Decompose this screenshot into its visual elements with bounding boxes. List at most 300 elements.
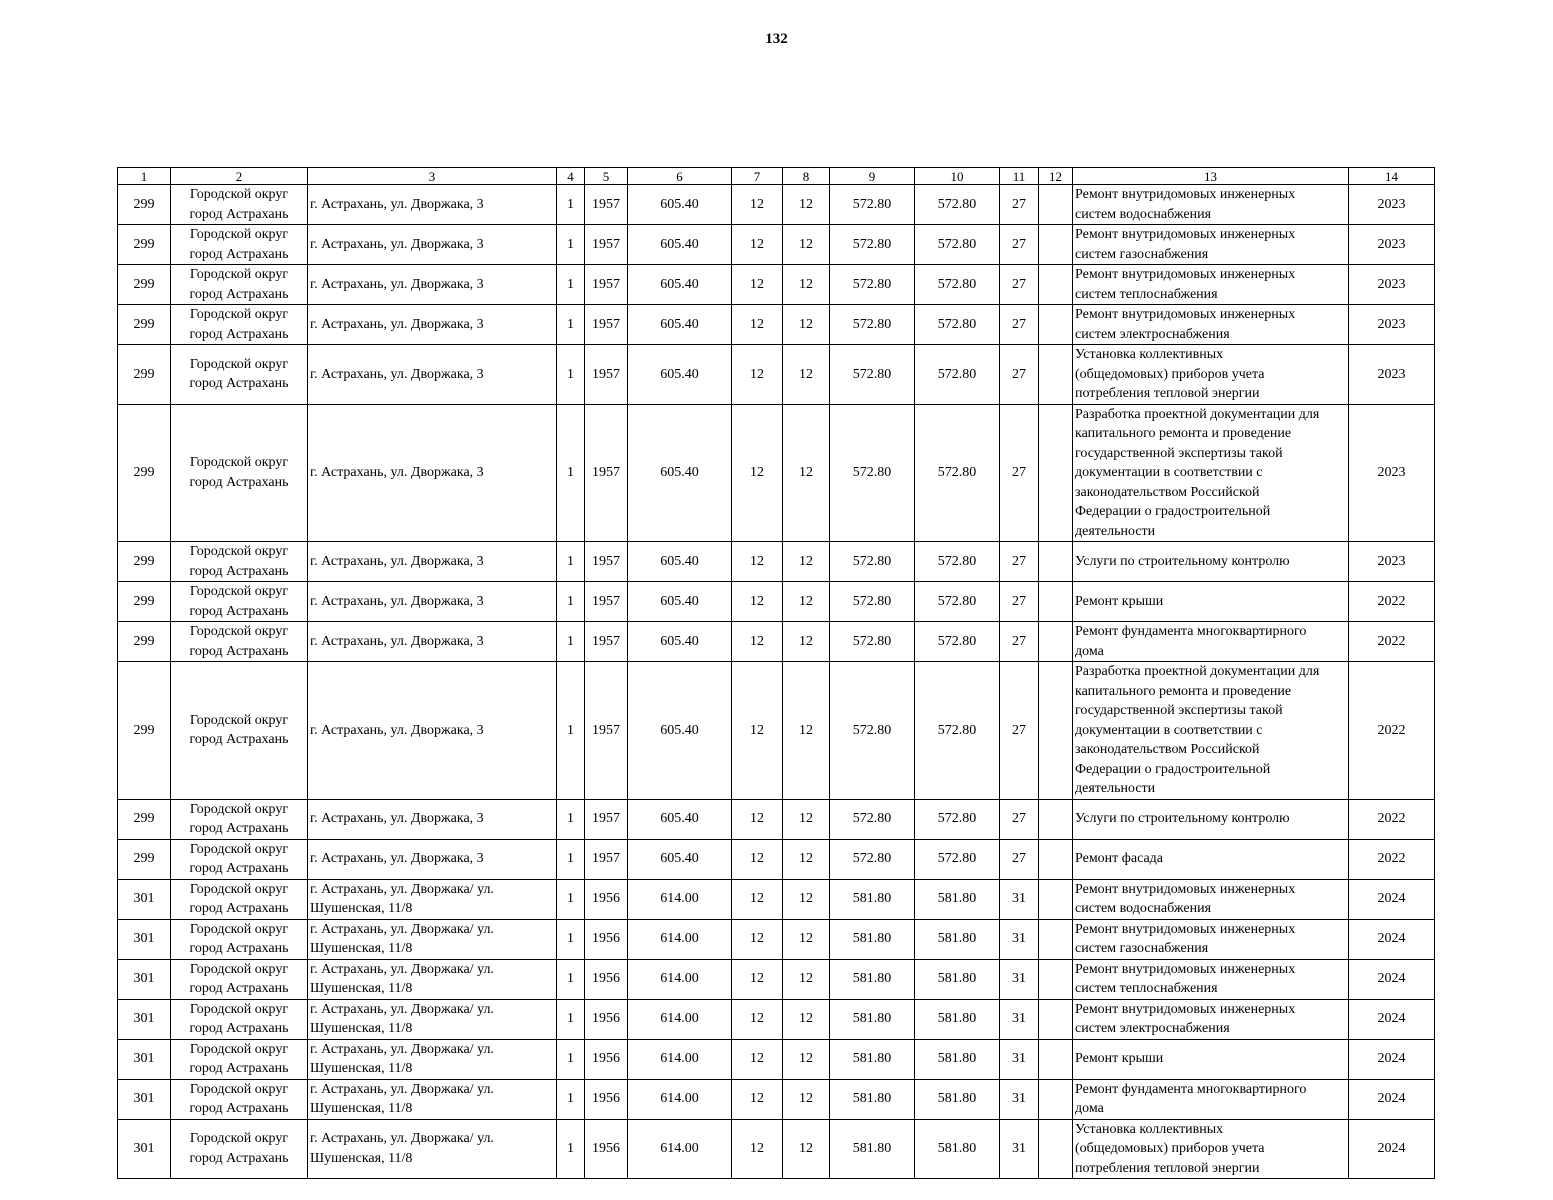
year-built-cell: 1956 [585, 879, 628, 919]
row-number-cell: 299 [118, 404, 171, 542]
col9-area-cell: 581.80 [830, 879, 915, 919]
col4-value-cell: 1 [557, 225, 585, 265]
work-type-cell: Ремонт внутридомовых инженерных систем теплоснабжения [1073, 265, 1349, 305]
col8-value-cell: 12 [783, 959, 830, 999]
col12-value-cell [1039, 622, 1073, 662]
table-row [118, 622, 1435, 662]
header-cell-8: 8 [783, 168, 830, 185]
area-cell: 614.00 [628, 879, 732, 919]
work-type-cell: Разработка проектной документации для капитального ремонта и проведение государственной экспертизы такой документации в соответствии с законодательством Российской Федерации о градостроительной деятельности [1073, 404, 1349, 542]
residents-cell: 31 [1000, 919, 1039, 959]
residents-cell: 31 [1000, 1119, 1039, 1179]
col4-value-cell: 1 [557, 879, 585, 919]
plan-year-cell: 2023 [1349, 305, 1435, 345]
col4-value-cell: 1 [557, 662, 585, 800]
col4-value-cell: 1 [557, 919, 585, 959]
residents-cell: 27 [1000, 582, 1039, 622]
col9-area-cell: 581.80 [830, 1079, 915, 1119]
header-cell-9: 9 [830, 168, 915, 185]
year-built-cell: 1957 [585, 839, 628, 879]
col4-value-cell: 1 [557, 999, 585, 1039]
col10-area-cell: 581.80 [915, 1079, 1000, 1119]
area-cell: 605.40 [628, 345, 732, 405]
col7-value-cell: 12 [732, 959, 783, 999]
col10-area-cell: 572.80 [915, 185, 1000, 225]
col9-area-cell: 572.80 [830, 345, 915, 405]
residents-cell: 27 [1000, 404, 1039, 542]
col9-area-cell: 572.80 [830, 305, 915, 345]
table-body [118, 168, 1435, 1179]
year-built-cell: 1957 [585, 225, 628, 265]
table-row [118, 225, 1435, 265]
plan-year-cell: 2023 [1349, 542, 1435, 582]
area-cell: 614.00 [628, 959, 732, 999]
table-row [118, 265, 1435, 305]
work-type-cell: Ремонт внутридомовых инженерных систем водоснабжения [1073, 879, 1349, 919]
col8-value-cell: 12 [783, 582, 830, 622]
year-built-cell: 1956 [585, 959, 628, 999]
area-cell: 614.00 [628, 1119, 732, 1179]
address-cell: г. Астрахань, ул. Дворжака, 3 [308, 582, 557, 622]
col10-area-cell: 572.80 [915, 265, 1000, 305]
repair-schedule-table [117, 167, 1435, 1179]
work-type-cell: Ремонт фасада [1073, 839, 1349, 879]
area-cell: 614.00 [628, 1039, 732, 1079]
col8-value-cell: 12 [783, 305, 830, 345]
col4-value-cell: 1 [557, 265, 585, 305]
area-cell: 605.40 [628, 404, 732, 542]
municipality-cell: Городской округ город Астрахань [171, 542, 308, 582]
residents-cell: 27 [1000, 839, 1039, 879]
work-type-cell: Ремонт внутридомовых инженерных систем электроснабжения [1073, 999, 1349, 1039]
municipality-cell: Городской округ город Астрахань [171, 959, 308, 999]
residents-cell: 27 [1000, 265, 1039, 305]
row-number-cell: 301 [118, 1079, 171, 1119]
address-cell: г. Астрахань, ул. Дворжака/ ул. Шушенская, 11/8 [308, 1039, 557, 1079]
col4-value-cell: 1 [557, 582, 585, 622]
plan-year-cell: 2024 [1349, 1119, 1435, 1179]
address-cell: г. Астрахань, ул. Дворжака, 3 [308, 542, 557, 582]
municipality-cell: Городской округ город Астрахань [171, 622, 308, 662]
col9-area-cell: 572.80 [830, 265, 915, 305]
col7-value-cell: 12 [732, 919, 783, 959]
col10-area-cell: 581.80 [915, 879, 1000, 919]
municipality-cell: Городской округ город Астрахань [171, 1039, 308, 1079]
residents-cell: 27 [1000, 542, 1039, 582]
residents-cell: 31 [1000, 879, 1039, 919]
col8-value-cell: 12 [783, 879, 830, 919]
work-type-cell: Установка коллективных (общедомовых) приборов учета потребления тепловой энергии [1073, 1119, 1349, 1179]
area-cell: 605.40 [628, 622, 732, 662]
col7-value-cell: 12 [732, 999, 783, 1039]
address-cell: г. Астрахань, ул. Дворжака, 3 [308, 404, 557, 542]
col9-area-cell: 581.80 [830, 959, 915, 999]
col12-value-cell [1039, 879, 1073, 919]
col7-value-cell: 12 [732, 1119, 783, 1179]
col9-area-cell: 581.80 [830, 999, 915, 1039]
row-number-cell: 299 [118, 345, 171, 405]
table-row [118, 1079, 1435, 1119]
row-number-cell: 299 [118, 225, 171, 265]
residents-cell: 27 [1000, 305, 1039, 345]
address-cell: г. Астрахань, ул. Дворжака, 3 [308, 839, 557, 879]
header-cell-13: 13 [1073, 168, 1349, 185]
year-built-cell: 1957 [585, 799, 628, 839]
col7-value-cell: 12 [732, 879, 783, 919]
col10-area-cell: 581.80 [915, 1119, 1000, 1179]
municipality-cell: Городской округ город Астрахань [171, 999, 308, 1039]
row-number-cell: 299 [118, 582, 171, 622]
row-number-cell: 299 [118, 622, 171, 662]
plan-year-cell: 2024 [1349, 1039, 1435, 1079]
row-number-cell: 301 [118, 999, 171, 1039]
col9-area-cell: 572.80 [830, 225, 915, 265]
address-cell: г. Астрахань, ул. Дворжака, 3 [308, 225, 557, 265]
col7-value-cell: 12 [732, 839, 783, 879]
municipality-cell: Городской округ город Астрахань [171, 582, 308, 622]
residents-cell: 31 [1000, 999, 1039, 1039]
col8-value-cell: 12 [783, 1039, 830, 1079]
row-number-cell: 301 [118, 1119, 171, 1179]
header-cell-3: 3 [308, 168, 557, 185]
col7-value-cell: 12 [732, 345, 783, 405]
col4-value-cell: 1 [557, 185, 585, 225]
col4-value-cell: 1 [557, 345, 585, 405]
work-type-cell: Ремонт крыши [1073, 1039, 1349, 1079]
residents-cell: 27 [1000, 662, 1039, 800]
address-cell: г. Астрахань, ул. Дворжака, 3 [308, 799, 557, 839]
residents-cell: 27 [1000, 225, 1039, 265]
address-cell: г. Астрахань, ул. Дворжака/ ул. Шушенская, 11/8 [308, 1119, 557, 1179]
col7-value-cell: 12 [732, 1079, 783, 1119]
municipality-cell: Городской округ город Астрахань [171, 1079, 308, 1119]
col9-area-cell: 572.80 [830, 185, 915, 225]
municipality-cell: Городской округ город Астрахань [171, 1119, 308, 1179]
col8-value-cell: 12 [783, 919, 830, 959]
work-type-cell: Ремонт крыши [1073, 582, 1349, 622]
plan-year-cell: 2024 [1349, 959, 1435, 999]
plan-year-cell: 2024 [1349, 919, 1435, 959]
address-cell: г. Астрахань, ул. Дворжака, 3 [308, 662, 557, 800]
table-row [118, 839, 1435, 879]
year-built-cell: 1957 [585, 185, 628, 225]
col8-value-cell: 12 [783, 265, 830, 305]
area-cell: 605.40 [628, 839, 732, 879]
header-cell-1: 1 [118, 168, 171, 185]
col12-value-cell [1039, 185, 1073, 225]
col9-area-cell: 572.80 [830, 799, 915, 839]
plan-year-cell: 2023 [1349, 185, 1435, 225]
col7-value-cell: 12 [732, 1039, 783, 1079]
year-built-cell: 1956 [585, 999, 628, 1039]
col10-area-cell: 572.80 [915, 404, 1000, 542]
col10-area-cell: 572.80 [915, 542, 1000, 582]
work-type-cell: Ремонт внутридомовых инженерных систем теплоснабжения [1073, 959, 1349, 999]
year-built-cell: 1957 [585, 582, 628, 622]
table-row [118, 662, 1435, 800]
row-number-cell: 301 [118, 879, 171, 919]
residents-cell: 31 [1000, 1079, 1039, 1119]
col12-value-cell [1039, 305, 1073, 345]
table-row [118, 185, 1435, 225]
work-type-cell: Услуги по строительному контролю [1073, 542, 1349, 582]
col7-value-cell: 12 [732, 225, 783, 265]
row-number-cell: 301 [118, 959, 171, 999]
row-number-cell: 301 [118, 1039, 171, 1079]
col8-value-cell: 12 [783, 185, 830, 225]
col12-value-cell [1039, 1079, 1073, 1119]
col9-area-cell: 572.80 [830, 404, 915, 542]
col12-value-cell [1039, 1119, 1073, 1179]
col8-value-cell: 12 [783, 999, 830, 1039]
col12-value-cell [1039, 582, 1073, 622]
col9-area-cell: 572.80 [830, 542, 915, 582]
year-built-cell: 1957 [585, 345, 628, 405]
col12-value-cell [1039, 404, 1073, 542]
plan-year-cell: 2024 [1349, 999, 1435, 1039]
row-number-cell: 299 [118, 305, 171, 345]
header-row [118, 168, 1435, 185]
table-row [118, 959, 1435, 999]
municipality-cell: Городской округ город Астрахань [171, 305, 308, 345]
header-cell-2: 2 [171, 168, 308, 185]
municipality-cell: Городской округ город Астрахань [171, 265, 308, 305]
year-built-cell: 1956 [585, 1079, 628, 1119]
plan-year-cell: 2022 [1349, 582, 1435, 622]
col12-value-cell [1039, 919, 1073, 959]
residents-cell: 31 [1000, 959, 1039, 999]
residents-cell: 27 [1000, 622, 1039, 662]
address-cell: г. Астрахань, ул. Дворжака/ ул. Шушенская, 11/8 [308, 919, 557, 959]
col10-area-cell: 572.80 [915, 622, 1000, 662]
header-cell-11: 11 [1000, 168, 1039, 185]
municipality-cell: Городской округ город Астрахань [171, 839, 308, 879]
area-cell: 614.00 [628, 1079, 732, 1119]
col8-value-cell: 12 [783, 542, 830, 582]
address-cell: г. Астрахань, ул. Дворжака/ ул. Шушенская, 11/8 [308, 879, 557, 919]
address-cell: г. Астрахань, ул. Дворжака, 3 [308, 305, 557, 345]
col7-value-cell: 12 [732, 799, 783, 839]
header-cell-14: 14 [1349, 168, 1435, 185]
col4-value-cell: 1 [557, 305, 585, 345]
residents-cell: 31 [1000, 1039, 1039, 1079]
residents-cell: 27 [1000, 185, 1039, 225]
table-row [118, 1119, 1435, 1179]
col4-value-cell: 1 [557, 1119, 585, 1179]
col4-value-cell: 1 [557, 799, 585, 839]
col4-value-cell: 1 [557, 1079, 585, 1119]
col10-area-cell: 572.80 [915, 305, 1000, 345]
row-number-cell: 299 [118, 542, 171, 582]
municipality-cell: Городской округ город Астрахань [171, 662, 308, 800]
col8-value-cell: 12 [783, 404, 830, 542]
area-cell: 614.00 [628, 919, 732, 959]
plan-year-cell: 2023 [1349, 225, 1435, 265]
table-row [118, 345, 1435, 405]
col7-value-cell: 12 [732, 582, 783, 622]
header-cell-4: 4 [557, 168, 585, 185]
col9-area-cell: 572.80 [830, 622, 915, 662]
row-number-cell: 299 [118, 265, 171, 305]
plan-year-cell: 2023 [1349, 404, 1435, 542]
col8-value-cell: 12 [783, 225, 830, 265]
municipality-cell: Городской округ город Астрахань [171, 185, 308, 225]
col7-value-cell: 12 [732, 305, 783, 345]
area-cell: 605.40 [628, 305, 732, 345]
col8-value-cell: 12 [783, 622, 830, 662]
col8-value-cell: 12 [783, 799, 830, 839]
col10-area-cell: 572.80 [915, 799, 1000, 839]
municipality-cell: Городской округ город Астрахань [171, 919, 308, 959]
table-row [118, 542, 1435, 582]
header-cell-5: 5 [585, 168, 628, 185]
col12-value-cell [1039, 265, 1073, 305]
municipality-cell: Городской округ город Астрахань [171, 225, 308, 265]
table-row [118, 305, 1435, 345]
col9-area-cell: 581.80 [830, 919, 915, 959]
col8-value-cell: 12 [783, 345, 830, 405]
col10-area-cell: 581.80 [915, 999, 1000, 1039]
year-built-cell: 1956 [585, 1039, 628, 1079]
table-row [118, 799, 1435, 839]
address-cell: г. Астрахань, ул. Дворжака/ ул. Шушенская, 11/8 [308, 959, 557, 999]
col12-value-cell [1039, 959, 1073, 999]
col4-value-cell: 1 [557, 959, 585, 999]
col10-area-cell: 581.80 [915, 959, 1000, 999]
residents-cell: 27 [1000, 345, 1039, 405]
address-cell: г. Астрахань, ул. Дворжака/ ул. Шушенская, 11/8 [308, 999, 557, 1039]
col12-value-cell [1039, 1039, 1073, 1079]
col10-area-cell: 572.80 [915, 839, 1000, 879]
col9-area-cell: 581.80 [830, 1039, 915, 1079]
plan-year-cell: 2022 [1349, 839, 1435, 879]
work-type-cell: Услуги по строительному контролю [1073, 799, 1349, 839]
page-number: 132 [765, 31, 788, 47]
year-built-cell: 1956 [585, 919, 628, 959]
col8-value-cell: 12 [783, 839, 830, 879]
col9-area-cell: 581.80 [830, 1119, 915, 1179]
work-type-cell: Установка коллективных (общедомовых) приборов учета потребления тепловой энергии [1073, 345, 1349, 405]
plan-year-cell: 2022 [1349, 662, 1435, 800]
col10-area-cell: 572.80 [915, 345, 1000, 405]
area-cell: 605.40 [628, 225, 732, 265]
table-row [118, 582, 1435, 622]
year-built-cell: 1956 [585, 1119, 628, 1179]
year-built-cell: 1957 [585, 662, 628, 800]
municipality-cell: Городской округ город Астрахань [171, 404, 308, 542]
col10-area-cell: 572.80 [915, 225, 1000, 265]
col9-area-cell: 572.80 [830, 839, 915, 879]
col12-value-cell [1039, 662, 1073, 800]
plan-year-cell: 2024 [1349, 879, 1435, 919]
col7-value-cell: 12 [732, 622, 783, 662]
table-row [118, 404, 1435, 542]
col7-value-cell: 12 [732, 542, 783, 582]
year-built-cell: 1957 [585, 305, 628, 345]
municipality-cell: Городской округ город Астрахань [171, 879, 308, 919]
area-cell: 605.40 [628, 542, 732, 582]
table-row [118, 919, 1435, 959]
col12-value-cell [1039, 542, 1073, 582]
year-built-cell: 1957 [585, 542, 628, 582]
row-number-cell: 299 [118, 799, 171, 839]
plan-year-cell: 2023 [1349, 265, 1435, 305]
year-built-cell: 1957 [585, 265, 628, 305]
address-cell: г. Астрахань, ул. Дворжака, 3 [308, 265, 557, 305]
col4-value-cell: 1 [557, 622, 585, 662]
table-row [118, 999, 1435, 1039]
header-cell-12: 12 [1039, 168, 1073, 185]
col12-value-cell [1039, 345, 1073, 405]
col8-value-cell: 12 [783, 662, 830, 800]
area-cell: 605.40 [628, 662, 732, 800]
plan-year-cell: 2022 [1349, 799, 1435, 839]
col4-value-cell: 1 [557, 542, 585, 582]
address-cell: г. Астрахань, ул. Дворжака, 3 [308, 622, 557, 662]
col12-value-cell [1039, 799, 1073, 839]
col7-value-cell: 12 [732, 404, 783, 542]
row-number-cell: 301 [118, 919, 171, 959]
col4-value-cell: 1 [557, 404, 585, 542]
col7-value-cell: 12 [732, 662, 783, 800]
municipality-cell: Городской округ город Астрахань [171, 345, 308, 405]
municipality-cell: Городской округ город Астрахань [171, 799, 308, 839]
work-type-cell: Ремонт фундамента многоквартирного дома [1073, 622, 1349, 662]
col10-area-cell: 572.80 [915, 582, 1000, 622]
col9-area-cell: 572.80 [830, 662, 915, 800]
residents-cell: 27 [1000, 799, 1039, 839]
work-type-cell: Разработка проектной документации для капитального ремонта и проведение государственной экспертизы такой документации в соответствии с законодательством Российской Федерации о градостроительной деятельности [1073, 662, 1349, 800]
table-row [118, 1039, 1435, 1079]
work-type-cell: Ремонт внутридомовых инженерных систем газоснабжения [1073, 225, 1349, 265]
work-type-cell: Ремонт фундамента многоквартирного дома [1073, 1079, 1349, 1119]
col7-value-cell: 12 [732, 265, 783, 305]
header-cell-7: 7 [732, 168, 783, 185]
work-type-cell: Ремонт внутридомовых инженерных систем электроснабжения [1073, 305, 1349, 345]
col10-area-cell: 581.80 [915, 919, 1000, 959]
area-cell: 605.40 [628, 185, 732, 225]
col8-value-cell: 12 [783, 1079, 830, 1119]
col9-area-cell: 572.80 [830, 582, 915, 622]
row-number-cell: 299 [118, 662, 171, 800]
row-number-cell: 299 [118, 185, 171, 225]
row-number-cell: 299 [118, 839, 171, 879]
area-cell: 605.40 [628, 582, 732, 622]
area-cell: 605.40 [628, 265, 732, 305]
col12-value-cell [1039, 999, 1073, 1039]
area-cell: 605.40 [628, 799, 732, 839]
col4-value-cell: 1 [557, 1039, 585, 1079]
col8-value-cell: 12 [783, 1119, 830, 1179]
header-cell-6: 6 [628, 168, 732, 185]
header-cell-10: 10 [915, 168, 1000, 185]
table-row [118, 879, 1435, 919]
area-cell: 614.00 [628, 999, 732, 1039]
year-built-cell: 1957 [585, 622, 628, 662]
year-built-cell: 1957 [585, 404, 628, 542]
col4-value-cell: 1 [557, 839, 585, 879]
col7-value-cell: 12 [732, 185, 783, 225]
plan-year-cell: 2022 [1349, 622, 1435, 662]
plan-year-cell: 2024 [1349, 1079, 1435, 1119]
address-cell: г. Астрахань, ул. Дворжака, 3 [308, 185, 557, 225]
plan-year-cell: 2023 [1349, 345, 1435, 405]
col10-area-cell: 581.80 [915, 1039, 1000, 1079]
address-cell: г. Астрахань, ул. Дворжака/ ул. Шушенская, 11/8 [308, 1079, 557, 1119]
work-type-cell: Ремонт внутридомовых инженерных систем водоснабжения [1073, 185, 1349, 225]
col12-value-cell [1039, 225, 1073, 265]
col10-area-cell: 572.80 [915, 662, 1000, 800]
